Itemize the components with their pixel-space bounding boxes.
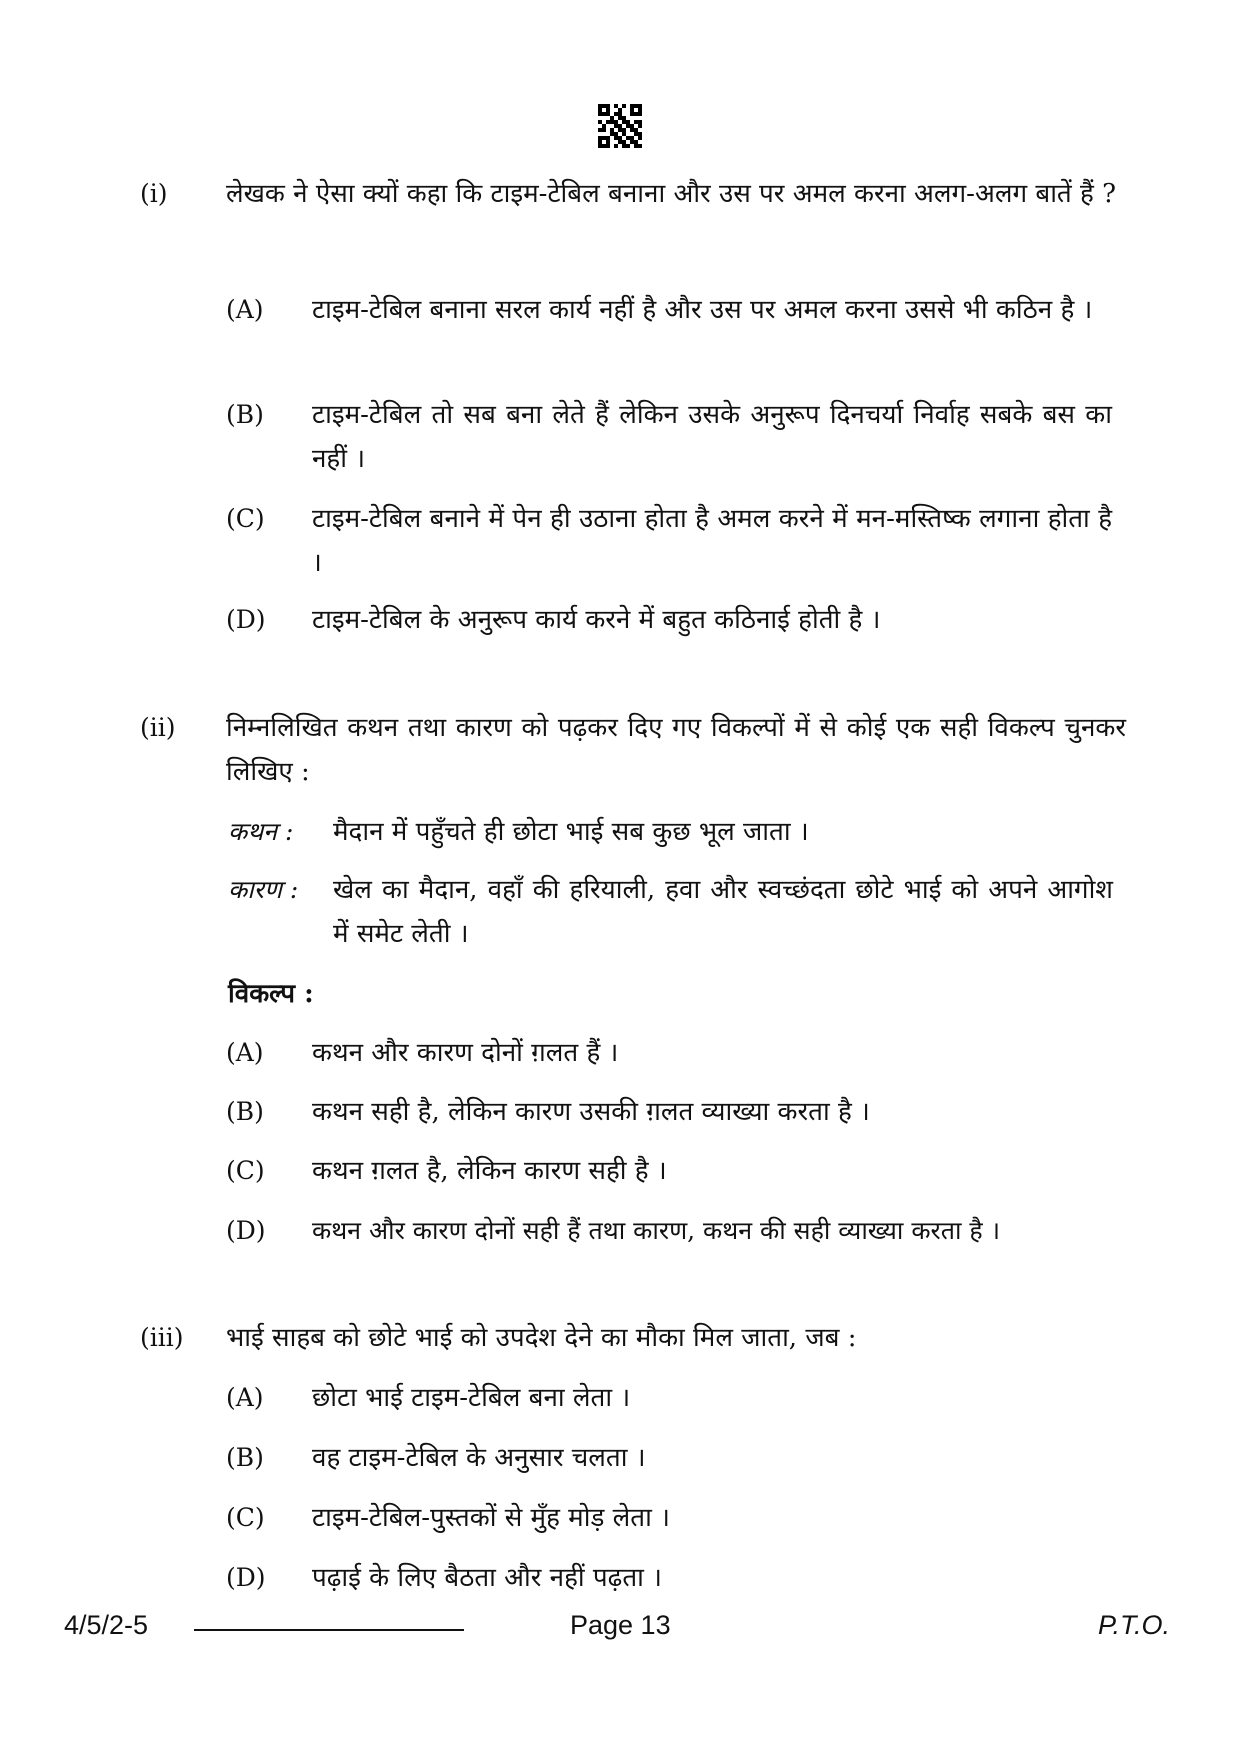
qr-code-icon xyxy=(598,104,642,148)
option-key: (D) xyxy=(226,1563,266,1592)
option-text: टाइम-टेबिल तो सब बना लेते हैं लेकिन उसके अनुरूप दिनचर्या निर्वाह सबके बस का नहीं । xyxy=(312,400,1112,474)
option-key: (C) xyxy=(226,1503,265,1532)
option-text: कथन सही है, लेकिन कारण उसकी ग़लत व्याख्या करता है । xyxy=(312,1097,870,1127)
option-text: कथन और कारण दोनों ग़लत हैं । xyxy=(312,1038,619,1068)
pto-label: P.T.O. xyxy=(1098,1610,1171,1640)
option-key: (B) xyxy=(226,400,264,429)
options-heading: विकल्प : xyxy=(228,979,314,1009)
option-text: टाइम-टेबिल के अनुरूप कार्य करने में बहुत कठिनाई होती है । xyxy=(312,605,881,635)
option-key: (C) xyxy=(226,504,265,533)
option-key: (B) xyxy=(226,1443,264,1472)
footer-divider xyxy=(194,1629,464,1631)
option-text: छोटा भाई टाइम-टेबिल बना लेता । xyxy=(312,1383,631,1413)
page-number: Page 13 xyxy=(570,1610,671,1640)
option-key: (A) xyxy=(226,1038,264,1067)
statement-label: कथन : xyxy=(228,817,294,846)
option-text: कथन और कारण दोनों सही हैं तथा कारण, कथन की सही व्याख्या करता है । xyxy=(312,1216,1001,1245)
option-text: कथन ग़लत है, लेकिन कारण सही है । xyxy=(312,1156,667,1186)
option-text: वह टाइम-टेबिल के अनुसार चलता । xyxy=(312,1443,646,1473)
option-key: (A) xyxy=(226,1383,264,1412)
option-text: टाइम-टेबिल-पुस्तकों से मुँह मोड़ लेता । xyxy=(312,1503,670,1533)
option-key: (B) xyxy=(226,1097,264,1126)
option-key: (C) xyxy=(226,1156,265,1185)
paper-code: 4/5/2-5 xyxy=(64,1610,149,1640)
statement-text: मैदान में पहुँचते ही छोटा भाई सब कुछ भूल जाता । xyxy=(333,817,809,847)
option-key: (D) xyxy=(226,605,266,634)
option-key: (D) xyxy=(226,1216,266,1245)
page-footer xyxy=(0,1600,1241,1650)
option-text: पढ़ाई के लिए बैठता और नहीं पढ़ता । xyxy=(312,1563,662,1593)
reason-label: कारण : xyxy=(228,875,299,904)
option-text: टाइम-टेबिल बनाने में पेन ही उठाना होता है अमल करने में मन-मस्तिष्क लगाना होता है । xyxy=(312,504,1112,578)
option-key: (A) xyxy=(226,295,264,324)
question-text: लेखक ने ऐसा क्यों कहा कि टाइम-टेबिल बनाना और उस पर अमल करना अलग-अलग बातें हैं ? xyxy=(226,179,1117,209)
question-number: (i) xyxy=(140,179,168,208)
question-number: (ii) xyxy=(140,713,176,742)
question-number: (iii) xyxy=(140,1323,184,1352)
question-text: निम्नलिखित कथन तथा कारण को पढ़कर दिए गए विकल्पों में से कोई एक सही विकल्प चुनकर लिखिए : xyxy=(226,713,1126,787)
option-text: टाइम-टेबिल बनाना सरल कार्य नहीं है और उस पर अमल करना उससे भी कठिन है । xyxy=(312,295,1093,325)
question-text: भाई साहब को छोटे भाई को उपदेश देने का मौका मिल जाता, जब : xyxy=(226,1323,857,1353)
reason-text: खेल का मैदान, वहाँ की हरियाली, हवा और स्वच्छंदता छोटे भाई को अपने आगोश में समेट लेती । xyxy=(333,875,1113,949)
